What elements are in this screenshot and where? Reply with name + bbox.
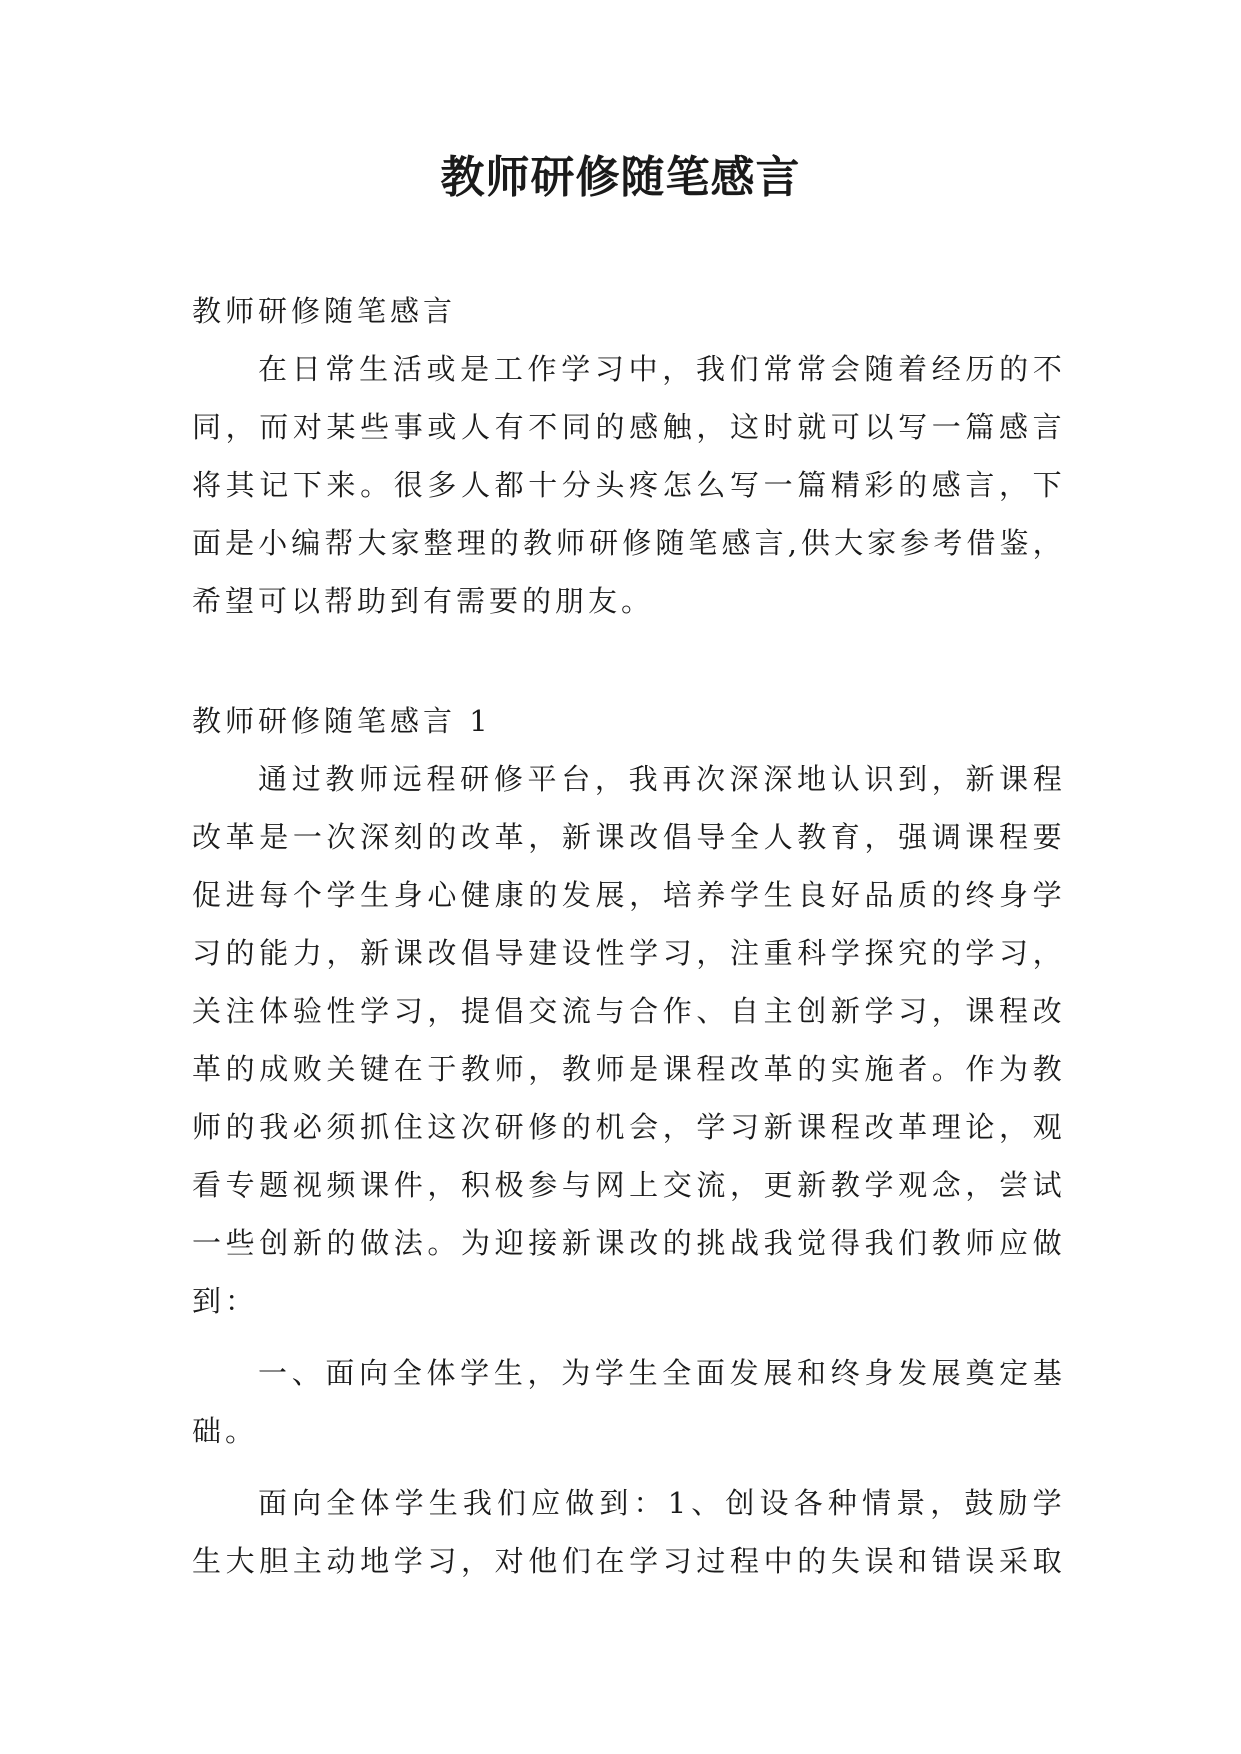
paragraph-line: 将 其 记 下 来 。 很 多 人 都 十 分 头 疼 怎 么 写 一 篇 精 彩 的 感 言 ， 下 <box>192 468 1062 502</box>
paragraph-line: 础。 <box>192 1414 259 1448</box>
paragraph-line: 在 日 常 生 活 或 是 工 作 学 习 中 ， 我 们 常 常 会 随 着 经 历 的 不 <box>258 352 1062 386</box>
section1-paragraph <box>192 750 1062 1330</box>
point1-paragraph <box>192 1344 1062 1460</box>
paragraph-line: 习 的 能 力 ， 新 课 改 倡 导 建 设 性 学 习 ， 注 重 科 学 探 究 的 学 习 ， <box>192 936 1062 970</box>
paragraph-line: 希望可以帮助到有需要的朋友。 <box>192 584 655 618</box>
intro-paragraph <box>192 340 1062 630</box>
paragraph-spacer <box>192 1460 1062 1474</box>
paragraph-line: 改 革 是 一 次 深 刻 的 改 革 ， 新 课 改 倡 导 全 人 教 育 ， 强 调 课 程 要 <box>192 820 1062 854</box>
paragraph-spacer <box>192 1330 1062 1344</box>
paragraph-line: 面 向 全 体 学 生 我 们 应 做 到 ： 1 、 创 设 各 种 情 景 ， 鼓 励 学 <box>258 1486 1062 1520</box>
paragraph-line: 看 专 题 视 频 课 件 ， 积 极 参 与 网 上 交 流 ， 更 新 教 学 观 念 ， 尝 试 <box>192 1168 1062 1202</box>
paragraph-line: 一 、 面 向 全 体 学 生 ， 为 学 生 全 面 发 展 和 终 身 发 展 奠 定 基 <box>258 1356 1062 1390</box>
paragraph-line: 生 大 胆 主 动 地 学 习 ， 对 他 们 在 学 习 过 程 中 的 失 误 和 错 误 采 取 <box>192 1544 1062 1578</box>
section-spacer <box>192 630 1062 692</box>
paragraph-line: 面 是 小 编 帮 大 家 整 理 的 教 师 研 修 随 笔 感 言 , 供 大 家 参 考 借 鉴 ， <box>192 526 1062 560</box>
paragraph-line: 促 进 每 个 学 生 身 心 健 康 的 发 展 ， 培 养 学 生 良 好 品 质 的 终 身 学 <box>192 878 1062 912</box>
paragraph-line: 师 的 我 必 须 抓 住 这 次 研 修 的 机 会 ， 学 习 新 课 程 改 革 理 论 ， 观 <box>192 1110 1062 1144</box>
intro-heading: 教师研修随笔感言 <box>192 294 457 328</box>
paragraph-line: 关 注 体 验 性 学 习 ， 提 倡 交 流 与 合 作 、 自 主 创 新 学 习 ， 课 程 改 <box>192 994 1062 1028</box>
document-title: 教师研修随笔感言 <box>440 152 801 203</box>
point2-paragraph <box>192 1474 1062 1590</box>
paragraph-line: 通 过 教 师 远 程 研 修 平 台 ， 我 再 次 深 深 地 认 识 到 ， 新 课 程 <box>258 762 1062 796</box>
document-body <box>192 282 1062 1590</box>
paragraph-line: 革 的 成 败 关 键 在 于 教 师 ， 教 师 是 课 程 改 革 的 实 施 者 。 作 为 教 <box>192 1052 1062 1086</box>
paragraph-line: 一 些 创 新 的 做 法 。 为 迎 接 新 课 改 的 挑 战 我 觉 得 我 们 教 师 应 做 <box>192 1226 1062 1260</box>
section-heading: 教师研修随笔感言 1 <box>192 704 492 738</box>
paragraph-line: 到： <box>192 1284 259 1318</box>
paragraph-line: 同 ， 而 对 某 些 事 或 人 有 不 同 的 感 触 ， 这 时 就 可 以 写 一 篇 感 言 <box>192 410 1062 444</box>
